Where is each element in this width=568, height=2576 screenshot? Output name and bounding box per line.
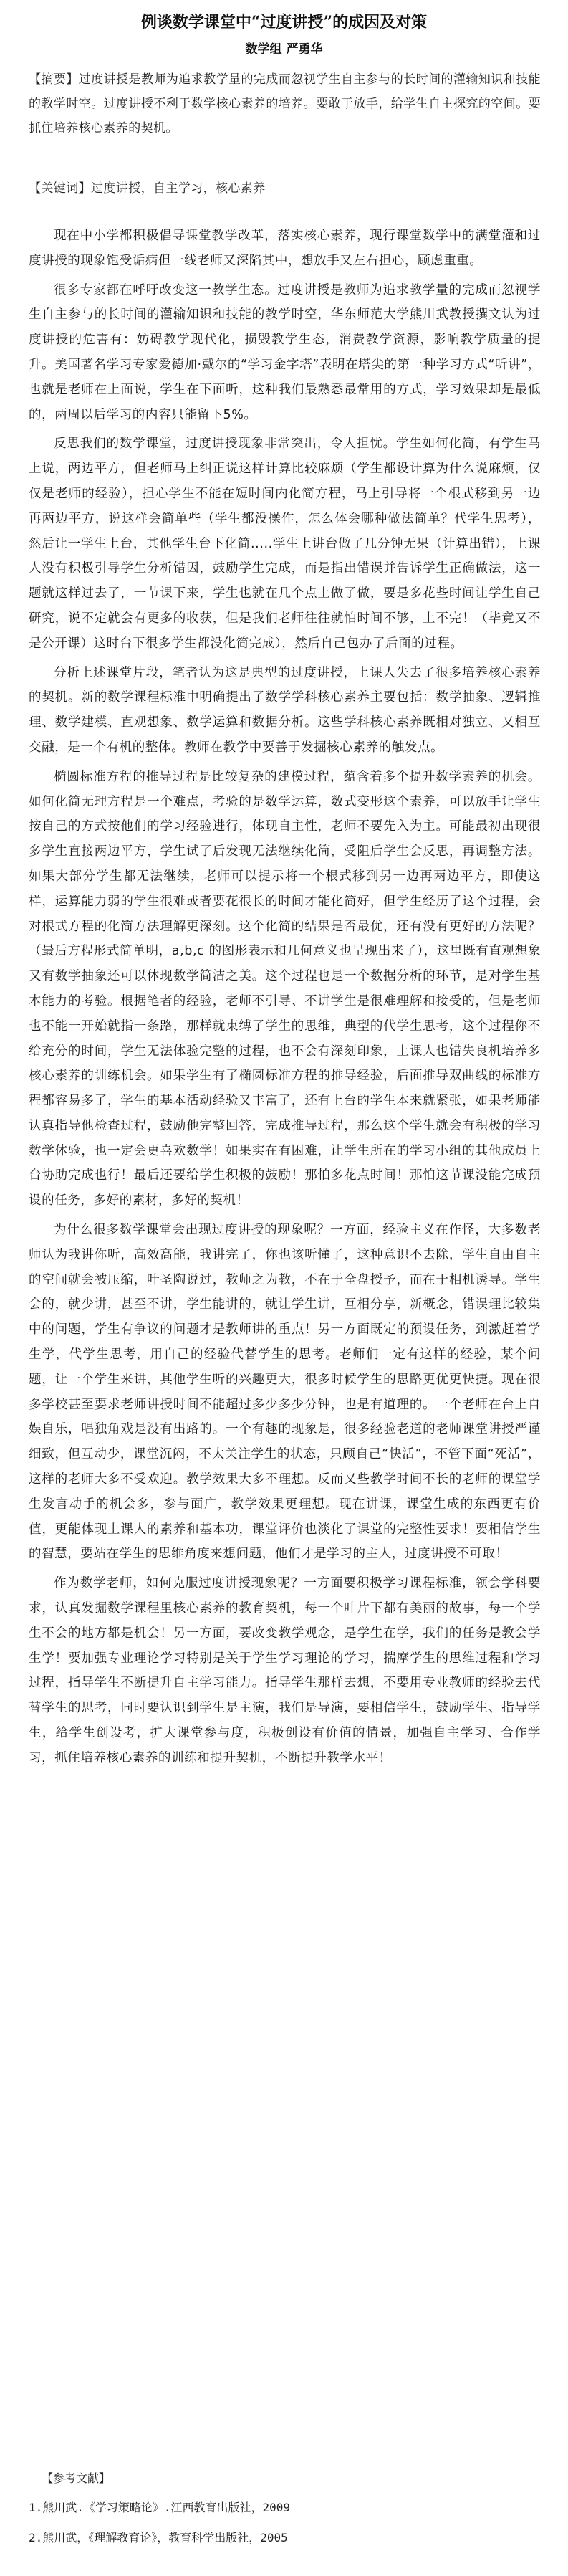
references-heading: 【参考文献】: [42, 2471, 111, 2485]
body-paragraph: 椭圆标准方程的推导过程是比较复杂的建模过程，蕴含着多个提升数学素养的机会。如何化简无理方程是一个难点，考验的是数学运算，数式变形这个素养，可以放手让学生按自己的方式按他们的学习经验进行，体现自主性，老师不要先入为主。可能最初出现很多学生直接两边平方，学生试了后发现无法继续化简，受阻后学生会反思，再调整方法。如果大部分学生都无法继续，老师可以提示将一个根式移到另一边再两边平方，即使这样，运算能力弱的学生很难或者要花很长的时间才能化简好，但学生经历了这个过程，会对根式方程的化简方法理解更深刻。这个化简的结果是否最优，还有没有更好的方法呢？（最后方程形式简单明，a,b,c 的图形表示和几何意义也呈现出来了），这里既有直观想象又有数学抽象还可以体现数学简洁之美。这个过程也是一个数据分析的环节，是对学生基本能力的考验。根据笔者的经验，老师不引导、不讲学生是很难理解和接受的，但是老师也不能一开始就指一条路，那样就束缚了学生的思维，典型的代学生思考，这个过程你不给充分的时间，学生无法体验完整的过程，也不会有深刻印象，上课人也错失良机培养多核心素养的训练机会。如果学生有了椭圆标准方程的推导经验，后面推导双曲线的标准方程都容易多了，学生的基本活动经验又丰富了，还有上台的学生本来就紧张，如果老师能认真指导他检查过程，鼓励他完整回答，完成推导过程，那么这个学生就会有积极的学习数学体验，也一定会更喜欢数学！如果实在有困难，让学生所在的学习小组的其他成员上台协助完成也行！最后还要给学生积极的鼓励！那怕多花点时间！那怕这节课没能完成预设的任务，多好的素材，多好的契机！: [29, 769, 541, 1208]
reference-item: 1.熊川武.《学习策略论》.江西教育出版社，2009: [29, 2501, 291, 2514]
body-paragraph: 现在中小学都积极倡导课堂教学改革，落实核心素养，现行课堂数学中的满堂灌和过度讲授的现象饱受诟病但一线老师又深陷其中，想放手又左右担心，顾虑重重。: [29, 229, 541, 268]
body-paragraph: 反思我们的数学课堂，过度讲授现象非常突出，令人担忧。学生如何化简，有学生马上说，两边平方，但老师马上纠正说这样计算比较麻烦（学生都设计算为什么说麻烦，仅仅是老师的经验），担心学生不能在短时间内化简方程，马上引导将一个根式移到另一边再两边平方，说这样会简单些（学生都没操作，怎么体会哪种做法简单？代学生思考），然后让一学生上台，其他学生台下化简.....学生上讲台做了几分钟无果（计算出错），上课人没有积极引导学生分析错因，鼓励学生完成，而是指出错误并告诉学生正确做法，这一题就这样过去了，一节课下来，学生也就在几个点上做了做，要是多花些时间让学生自己研究，说不定就会有更多的收获，但是我们老师往往就怕时间不够，上不完！（毕竟又不是公开课）这时台下很多学生都没化简完成），然后自己包办了后面的过程。: [29, 437, 541, 651]
keywords: 【关键词】过度讲授，自主学习，核心素养: [29, 181, 266, 196]
author-line: 数学组 严勇华: [245, 42, 323, 57]
body-paragraph: 很多专家都在呼吁改变这一教学生态。过度讲授是教师为追求教学量的完成而忽视学生自主参与的长时间的灌输知识和技能的教学时空，华东师范大学熊川武教授撰文认为过度讲授的危害有：妨碍教学现代化，损毁教学生态，消费教学资源，影响教学质量的提升。美国著名学习专家爱德加·戴尔的“学习金字塔”表明在塔尖的第一种学习方式“听讲”，也就是老师在上面说，学生在下面听，这种我们最熟悉最常用的方式，学习效果却是最低的，两周以后学习的内容只能留下5%。: [29, 282, 541, 422]
body-paragraph: 作为数学老师，如何克服过度讲授现象呢？一方面要积极学习课程标准，领会学科要求，认真发掘数学课程里核心素养的教育契机，每一个叶片下都有美丽的故事，每一个学生不会的地方都是机会！另一方面，要改变教学观念，是学生在学，我们的任务是教会学生学！要加强专业理论学习特别是关于学生学习理论的学习，揣摩学生的思维过程和学习过程，指导学生不断提升自主学习能力。指导学生那样去想，不要用专业教师的经验去代替学生的思考，同时要认识到学生是主演，我们是导演，要相信学生，鼓励学生、指导学生，给学生创设考，扩大课堂参与度，积极创设有价值的情景，加强自主学习、合作学习，抓住培养核心素养的训练和提升契机，不断提升教学水平！: [29, 1576, 541, 1765]
references-section: [29, 2464, 541, 2553]
page-title: 例谈数学课堂中“过度讲授”的成因及对策: [140, 13, 428, 32]
body-paragraph: 为什么很多数学课堂会出现过度讲授的现象呢？一方面，经验主义在作怪，大多数老师认为我讲你听，高效高能，我讲完了，你也该听懂了，这种意识不去除，学生自由自主的空间就会被压缩，叶圣陶说过，教师之为教，不在于全盘授予，而在于相机诱导。学生会的，就少讲，甚至不讲，学生能讲的，就让学生讲，互相分享，新概念，错误理比较集中的问题，学生有争议的问题才是教师讲的重点！另一方面既定的预设任务，到激赶着学生学，代学生思考，用自己的经验代替学生的思考。老师们一定有这样的经验，某个问题，让一个学生来讲，其他学生听的兴趣更大，很多时候学生的思路更优更快捷。现在很多学校甚至要求老师讲授时间不能超过多少多少分钟，也是有道理的。一个老师在台上自娱自乐，唱独角戏是没有出路的。一个有趣的现象是，很多经验老道的老师课堂讲授严谨细致，但互动少，课堂沉闷，不太关注学生的状态，只顾自己“快活”，不管下面“死活”，这样的老师大多不受欢迎。教学效果大多不理想。反而又些教学时间不长的老师的课堂学生发言动手的机会多，参与面广，教学效果更理想。现在讲课，课堂生成的东西更有价值，更能体现上课人的素养和基本功，课堂评价也淡化了课堂的完整性要求！要相信学生的智慧，要站在学生的思维角度来想问题，他们才是学习的主人，过度讲授不可取！: [29, 1223, 541, 1562]
abstract: 【摘要】过度讲授是教师为追求教学量的完成而忽视学生自主参与的长时间的灌输知识和技能的教学时空。过度讲授不利于数学核心素养的培养。要敢于放手，给学生自主探究的空间。要抓住培养核心素养的契机。: [29, 72, 541, 135]
reference-item: 2.熊川武，《理解教育论》，教育科学出版社，2005: [29, 2531, 288, 2544]
article-body: [29, 224, 541, 1775]
body-paragraph: 分析上述课堂片段，笔者认为这是典型的过度讲授，上课人失去了很多培养核心素养的契机。新的数学课程标准中明确提出了数学学科核心素养主要包括：数学抽象、逻辑推理、数学建模、直观想象、数学运算和数据分析。这些学科核心素养既相对独立、又相互交融，是一个有机的整体。教师在教学中要善于发掘核心素养的触发点。: [29, 665, 541, 755]
